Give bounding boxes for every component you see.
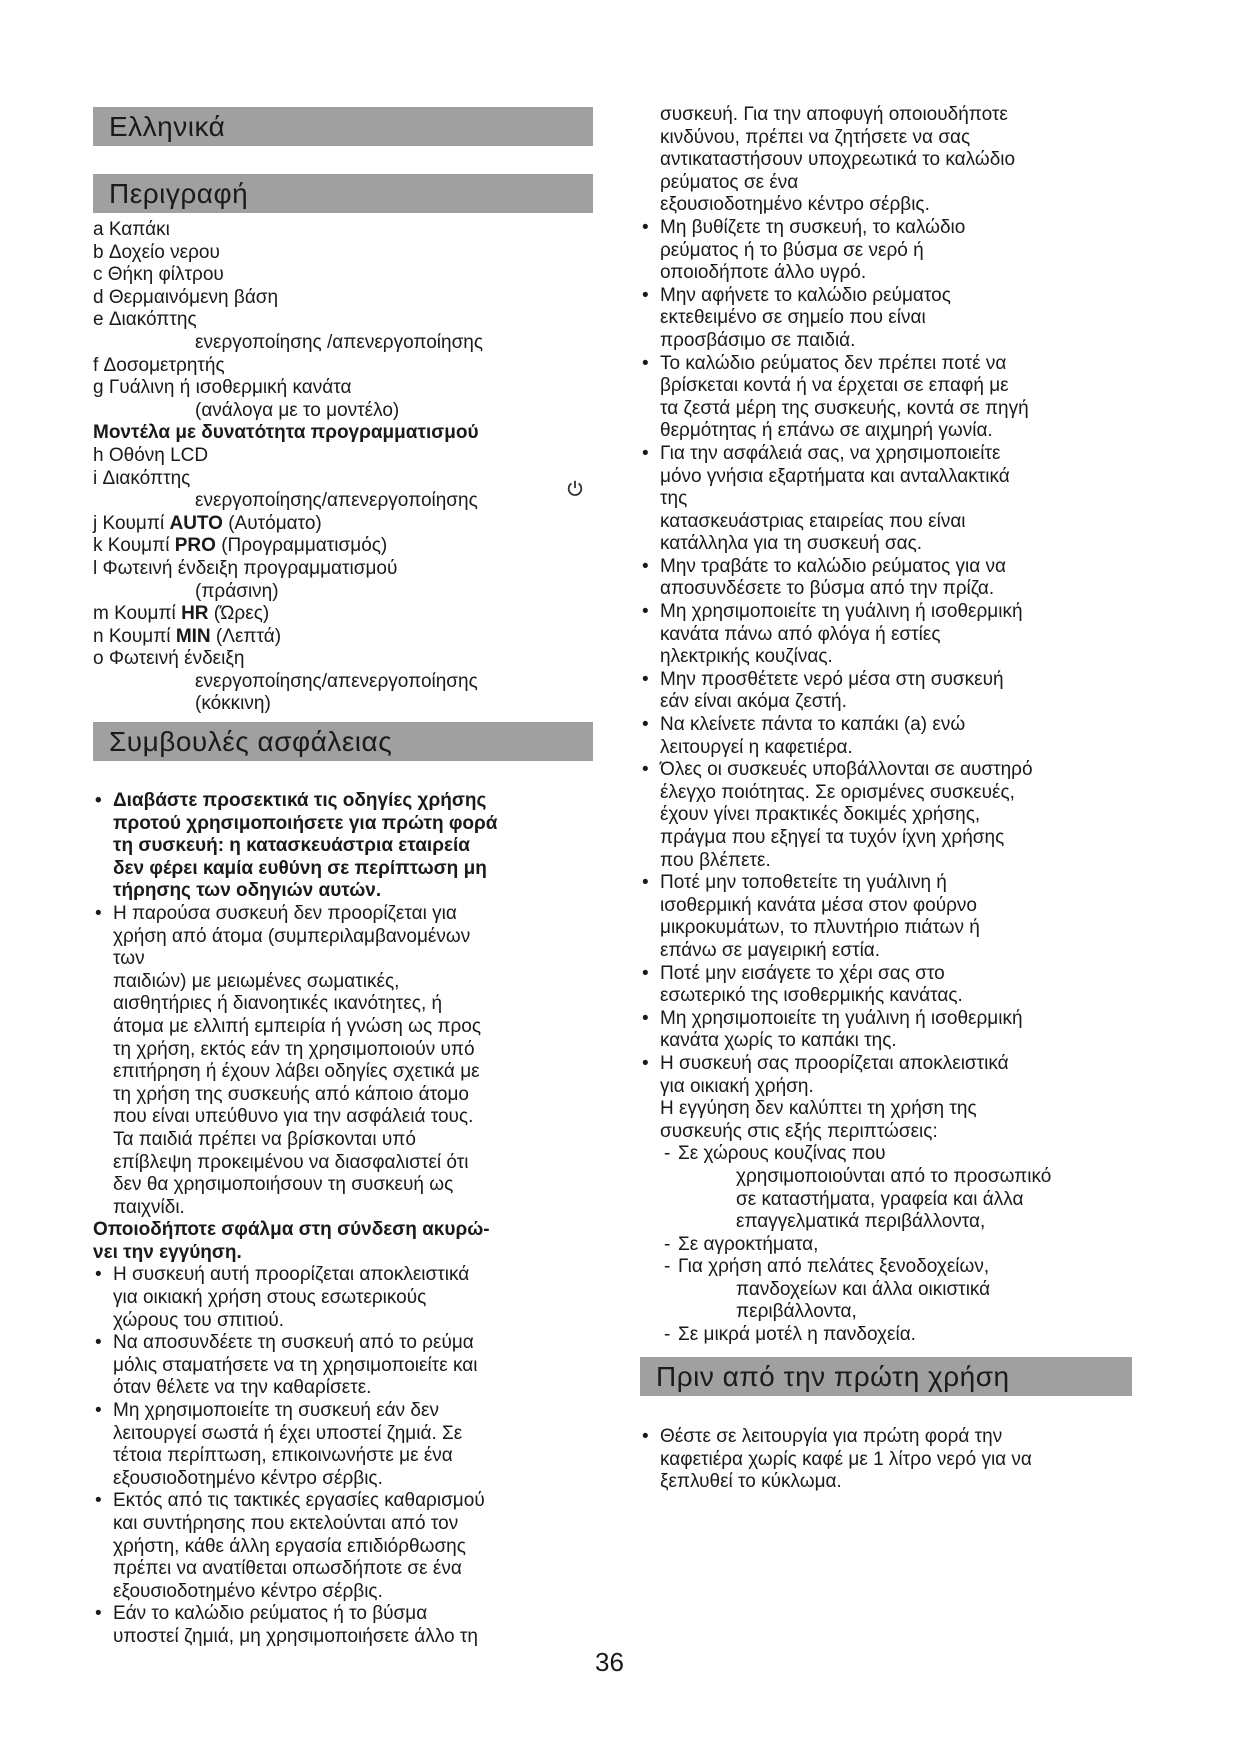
safety-item-continuation: τη χρήση, εκτός εάν τη χρησιμοποιούν υπό bbox=[113, 1038, 475, 1060]
safety-item-continuation: συσκευή. Για την αποφυγή οποιουδήποτε bbox=[660, 104, 1008, 125]
safety-item: • Η παρούσα συσκευή δεν προορίζεται για bbox=[95, 902, 457, 924]
list-item: b Δοχείο νερου bbox=[93, 241, 220, 263]
safety-item-continuation: παιχνίδι. bbox=[113, 1196, 185, 1218]
safety-item: • Μην προσθέτετε νερό μέσα στη συσκευή bbox=[642, 668, 1004, 690]
safety-item: • Μη βυθίζετε τη συσκευή, το καλώδιο bbox=[642, 216, 966, 238]
safety-item-continuation: που είναι υπεύθυνο για την ασφάλειά τους. bbox=[113, 1106, 474, 1128]
safety-item-continuation: Τα παιδιά πρέπει να βρίσκονται υπό bbox=[113, 1128, 416, 1150]
safety-item-continuation: επιτήρηση ή έχουν λάβει οδηγίες σχετικά με bbox=[113, 1061, 480, 1083]
exclusion-item: - Για χρήση από πελάτες ξενοδοχείων, bbox=[664, 1256, 990, 1278]
safety-item-continuation: ισοθερμική κανάτα μέσα στον φούρνο bbox=[660, 894, 977, 916]
safety-item-continuation: οποιοδήποτε άλλο υγρό. bbox=[660, 262, 867, 284]
safety-item-continuation: τα ζεστά μέρη της συσκευής, κοντά σε πηγή bbox=[660, 397, 1029, 419]
list-item-continuation: (κόκκινη) bbox=[195, 693, 271, 715]
list-item: o Φωτεινή ένδειξη bbox=[93, 648, 245, 670]
safety-item-continuation: εξουσιοδοτημένο κέντρο σέρβις. bbox=[113, 1467, 383, 1489]
safety-item-continuation: που βλέπετε. bbox=[660, 849, 771, 871]
section-heading-safety: Συμβουλές ασφάλειας bbox=[93, 722, 593, 761]
list-item: m Κουμπί HR (Ώρες) bbox=[93, 603, 270, 625]
safety-item-continuation: εξουσιοδοτημένο κέντρο σέρβις. bbox=[660, 194, 930, 216]
safety-item-continuation: των bbox=[113, 948, 145, 970]
list-item: l Φωτεινή ένδειξη προγραμματισμού bbox=[93, 557, 398, 579]
safety-item: • Μη χρησιμοποιείτε τη γυάλινη ή ισοθερμική bbox=[642, 1007, 1023, 1029]
list-item: f Δοσομετρητής bbox=[93, 354, 225, 376]
safety-item-continuation: τη χρήση της συσκευής από κάποιο άτομο bbox=[113, 1083, 469, 1105]
list-item-continuation: ενεργοποίησης/απενεργοποίησης bbox=[195, 670, 478, 692]
safety-item-continuation: λειτουργεί σωστά ή έχει υποστεί ζημιά. Σε bbox=[113, 1422, 463, 1444]
safety-item: • Μη χρησιμοποιείτε τη συσκευή εάν δεν bbox=[95, 1400, 439, 1422]
list-item: h Οθόνη LCD bbox=[93, 444, 209, 466]
safety-item-continuation: μόνο γνήσια εξαρτήματα και ανταλλακτικά bbox=[660, 465, 1010, 487]
safety-item-continuation: πρέπει να ανατίθεται οπωσδήποτε σε ένα bbox=[113, 1558, 462, 1580]
safety-item-continuation: αισθητήριες ή διανοητικές ικανότητες, ή bbox=[113, 993, 443, 1015]
list-item-continuation: ενεργοποίησης/απενεργοποίησης bbox=[195, 490, 478, 512]
safety-item-continuation: ρεύματος σε ένα bbox=[660, 171, 799, 193]
safety-item-continuation: υποστεί ζημιά, μη χρησιμοποιήσετε άλλο τη bbox=[113, 1625, 478, 1647]
list-item: i Διακόπτης bbox=[93, 467, 191, 489]
list-item-continuation: (ανάλογα με το μοντέλο) bbox=[195, 399, 400, 421]
safety-item-continuation: πράγμα που εξηγεί τα τυχόν ίχνη χρήσης bbox=[660, 827, 1005, 848]
list-item: k Κουμπί PRO (Προγραμματισμός) bbox=[93, 535, 388, 557]
list-item-continuation: (πράσινη) bbox=[195, 580, 279, 602]
list-item: d Θερμαινόμενη βάση bbox=[93, 286, 279, 308]
first-use-item-continuation: ξεπλυθεί το κύκλωμα. bbox=[660, 1471, 842, 1493]
safety-item-continuation: εξουσιοδοτημένο κέντρο σέρβις. bbox=[113, 1580, 383, 1602]
section-heading-description: Περιγραφή bbox=[93, 174, 593, 213]
subheading-programmable-models: Μοντέλα με δυνατότητα προγραμματισμού bbox=[93, 422, 479, 444]
safety-item-continuation: μόλις σταματήσετε να τη χρησιμοποιείτε και bbox=[113, 1354, 478, 1376]
safety-item-continuation: προτού χρησιμοποιήσετε για πρώτη φορά bbox=[113, 812, 498, 834]
safety-item-continuation: κατάλληλα για τη συσκευή σας. bbox=[660, 533, 923, 555]
first-use-list bbox=[640, 1426, 1032, 1494]
safety-item-continuation: κανάτα πάνω από φλόγα ή εστίες bbox=[660, 623, 941, 645]
safety-item: • Μη χρησιμοποιείτε τη γυάλινη ή ισοθερμική bbox=[642, 601, 1023, 623]
safety-item-continuation: κανάτα χωρίς το καπάκι της. bbox=[660, 1030, 897, 1052]
safety-item-continuation: εκτεθειμένο σε σημείο που είναι bbox=[660, 307, 926, 329]
warranty-note: νει την εγγύηση. bbox=[93, 1241, 242, 1263]
safety-item: • Να κλείνετε πάντα το καπάκι (a) ενώ bbox=[642, 714, 966, 736]
safety-item: • Ποτέ μην τοποθετείτε τη γυάλινη ή bbox=[642, 872, 947, 894]
safety-item-continuation: προσβάσιμο σε παιδιά. bbox=[660, 329, 856, 351]
safety-item-continuation: κατασκευάστριας εταιρείας που είναι bbox=[660, 510, 966, 532]
safety-item: • Να αποσυνδέετε τη συσκευή από το ρεύμα bbox=[95, 1332, 474, 1354]
list-item: c Θήκη φίλτρου bbox=[93, 264, 224, 286]
exclusion-item-continuation: σε καταστήματα, γραφεία και άλλα bbox=[736, 1188, 1024, 1210]
safety-item-continuation: επίβλεψη προκειμένου να διασφαλιστεί ότι bbox=[113, 1151, 469, 1173]
exclusion-item: - Σε χώρους κουζίνας που bbox=[664, 1143, 886, 1165]
power-icon bbox=[566, 479, 584, 497]
exclusion-item-continuation: περιβάλλοντα, bbox=[736, 1301, 857, 1323]
safety-item-continuation: δεν θα χρησιμοποιήσουν τη συσκευή ως bbox=[113, 1174, 454, 1196]
safety-item: • Μην αφήνετε το καλώδιο ρεύματος bbox=[642, 284, 951, 306]
safety-item-continuation: όταν θέλετε να την καθαρίσετε. bbox=[113, 1377, 372, 1399]
safety-item: • Ποτέ μην εισάγετε το χέρι σας στο bbox=[642, 962, 945, 984]
safety-item-continuation: αντικαταστήσουν υποχρεωτικά το καλώδιο bbox=[660, 149, 1016, 171]
safety-item-continuation: λειτουργεί η καφετιέρα. bbox=[660, 736, 853, 758]
safety-item-continuation: παιδιών) με μειωμένες σωματικές, bbox=[113, 970, 400, 992]
exclusion-item: - Σε μικρά μοτέλ η πανδοχεία. bbox=[664, 1324, 916, 1346]
list-item: a Καπάκι bbox=[93, 219, 170, 240]
safety-item: • Η συσκευή αυτή προορίζεται αποκλειστικά bbox=[95, 1264, 470, 1286]
safety-item-continuation: βρίσκεται κοντά ή να έρχεται σε επαφή με bbox=[660, 375, 1009, 397]
description-list bbox=[93, 219, 483, 716]
safety-item-continuation: χρήση από άτομα (συμπεριλαμβανομένων bbox=[113, 925, 471, 947]
safety-item-continuation: τήρησης των οδηγιών αυτών. bbox=[113, 880, 382, 902]
safety-item-continuation: ρεύματος ή το βύσμα σε νερό ή bbox=[660, 239, 924, 261]
safety-item-continuation: άτομα με ελλιπή εμπειρία ή γνώση ως προς bbox=[113, 1015, 482, 1037]
safety-list-right bbox=[640, 104, 1051, 1347]
safety-item-continuation: τέτοια περίπτωση, επικοινωνήστε με ένα bbox=[113, 1445, 453, 1467]
safety-item-continuation: συσκευής στις εξής περιπτώσεις: bbox=[660, 1120, 938, 1142]
safety-item-bold: • Διαβάστε προσεκτικά τις οδηγίες χρήσης bbox=[95, 790, 487, 811]
safety-item-continuation: ηλεκτρικής κουζίνας. bbox=[660, 646, 833, 668]
safety-item: • Για την ασφάλειά σας, να χρησιμοποιείτε bbox=[642, 442, 1001, 464]
warranty-note: Οποιοδήποτε σφάλμα στη σύνδεση ακυρώ- bbox=[93, 1219, 490, 1241]
exclusion-item: - Σε αγροκτήματα, bbox=[664, 1233, 819, 1255]
first-use-item-continuation: καφετιέρα χωρίς καφέ με 1 λίτρο νερό για να bbox=[660, 1448, 1032, 1470]
safety-item: • Η συσκευή σας προορίζεται αποκλειστικά bbox=[642, 1052, 1009, 1074]
safety-item: • Εάν το καλώδιο ρεύματος ή το βύσμα bbox=[95, 1603, 428, 1625]
exclusion-item-continuation: επαγγελματικά περιβάλλοντα, bbox=[736, 1211, 986, 1233]
exclusion-item-continuation: χρησιμοποιούνται από το προσωπικό bbox=[736, 1165, 1052, 1187]
list-item: e Διακόπτης bbox=[93, 309, 197, 331]
safety-list-left bbox=[93, 790, 497, 1649]
section-heading-first-use: Πριν από την πρώτη χρήση bbox=[640, 1357, 1132, 1396]
safety-item-continuation: και συντήρησης που εκτελούνται από τον bbox=[113, 1513, 459, 1534]
section-heading-language: Ελληνικά bbox=[93, 107, 593, 146]
first-use-item: • Θέστε σε λειτουργία για πρώτη φορά την bbox=[642, 1426, 1003, 1447]
safety-item: • Εκτός από τις τακτικές εργασίες καθαρισμού bbox=[95, 1490, 485, 1512]
page-number: 36 bbox=[595, 1647, 624, 1677]
list-item-continuation: ενεργοποίησης /απενεργοποίησης bbox=[195, 331, 484, 353]
safety-item-continuation: επάνω σε μαγειρική εστία. bbox=[660, 939, 881, 961]
safety-item-continuation: αποσυνδέσετε το βύσμα από την πρίζα. bbox=[660, 578, 995, 600]
safety-item-continuation: θερμότητας ή επάνω σε αιχμηρή γωνία. bbox=[660, 420, 993, 442]
safety-item-continuation: της bbox=[660, 488, 688, 510]
safety-item-continuation: χρήστη, κάθε άλλη εργασία επιδιόρθωσης bbox=[113, 1535, 466, 1557]
list-item: n Κουμπί MIN (Λεπτά) bbox=[93, 625, 282, 647]
list-item: g Γυάλινη ή ισοθερμική κανάτα bbox=[93, 377, 352, 399]
safety-item-continuation: τη συσκευή: η κατασκευάστρια εταιρεία bbox=[113, 835, 470, 857]
safety-item-continuation: χώρους του σπιτιού. bbox=[113, 1309, 284, 1331]
safety-item-continuation: έλεγχο ποιότητας. Σε ορισμένες συσκευές, bbox=[660, 781, 1015, 803]
safety-item-continuation: για οικιακή χρήση. bbox=[660, 1075, 814, 1097]
safety-item-continuation: για οικιακή χρήση στους εσωτερικούς bbox=[113, 1287, 427, 1309]
safety-item-continuation: κινδύνου, πρέπει να ζητήσετε να σας bbox=[660, 126, 971, 148]
safety-item-continuation: δεν φέρει καμία ευθύνη σε περίπτωση μη bbox=[113, 857, 487, 879]
safety-item-continuation: εσωτερικό της ισοθερμικής κανάτας. bbox=[660, 985, 963, 1007]
list-item: j Κουμπί AUTO (Αυτόματο) bbox=[93, 512, 322, 534]
safety-item: • Το καλώδιο ρεύματος δεν πρέπει ποτέ να bbox=[642, 352, 1007, 374]
safety-item: • Μην τραβάτε το καλώδιο ρεύματος για να bbox=[642, 555, 1006, 577]
safety-item-continuation: Η εγγύηση δεν καλύπτει τη χρήση της bbox=[660, 1098, 977, 1120]
safety-item-continuation: έχουν γίνει πρακτικές δοκιμές χρήσης, bbox=[660, 804, 981, 826]
safety-item: • Όλες οι συσκευές υποβάλλονται σε αυστηρό bbox=[642, 759, 1033, 781]
safety-item-continuation: εάν είναι ακόμα ζεστή. bbox=[660, 691, 847, 713]
exclusion-item-continuation: πανδοχείων και άλλα οικιστικά bbox=[736, 1278, 991, 1300]
safety-item-continuation: μικροκυμάτων, το πλυντήριο πιάτων ή bbox=[660, 917, 980, 939]
